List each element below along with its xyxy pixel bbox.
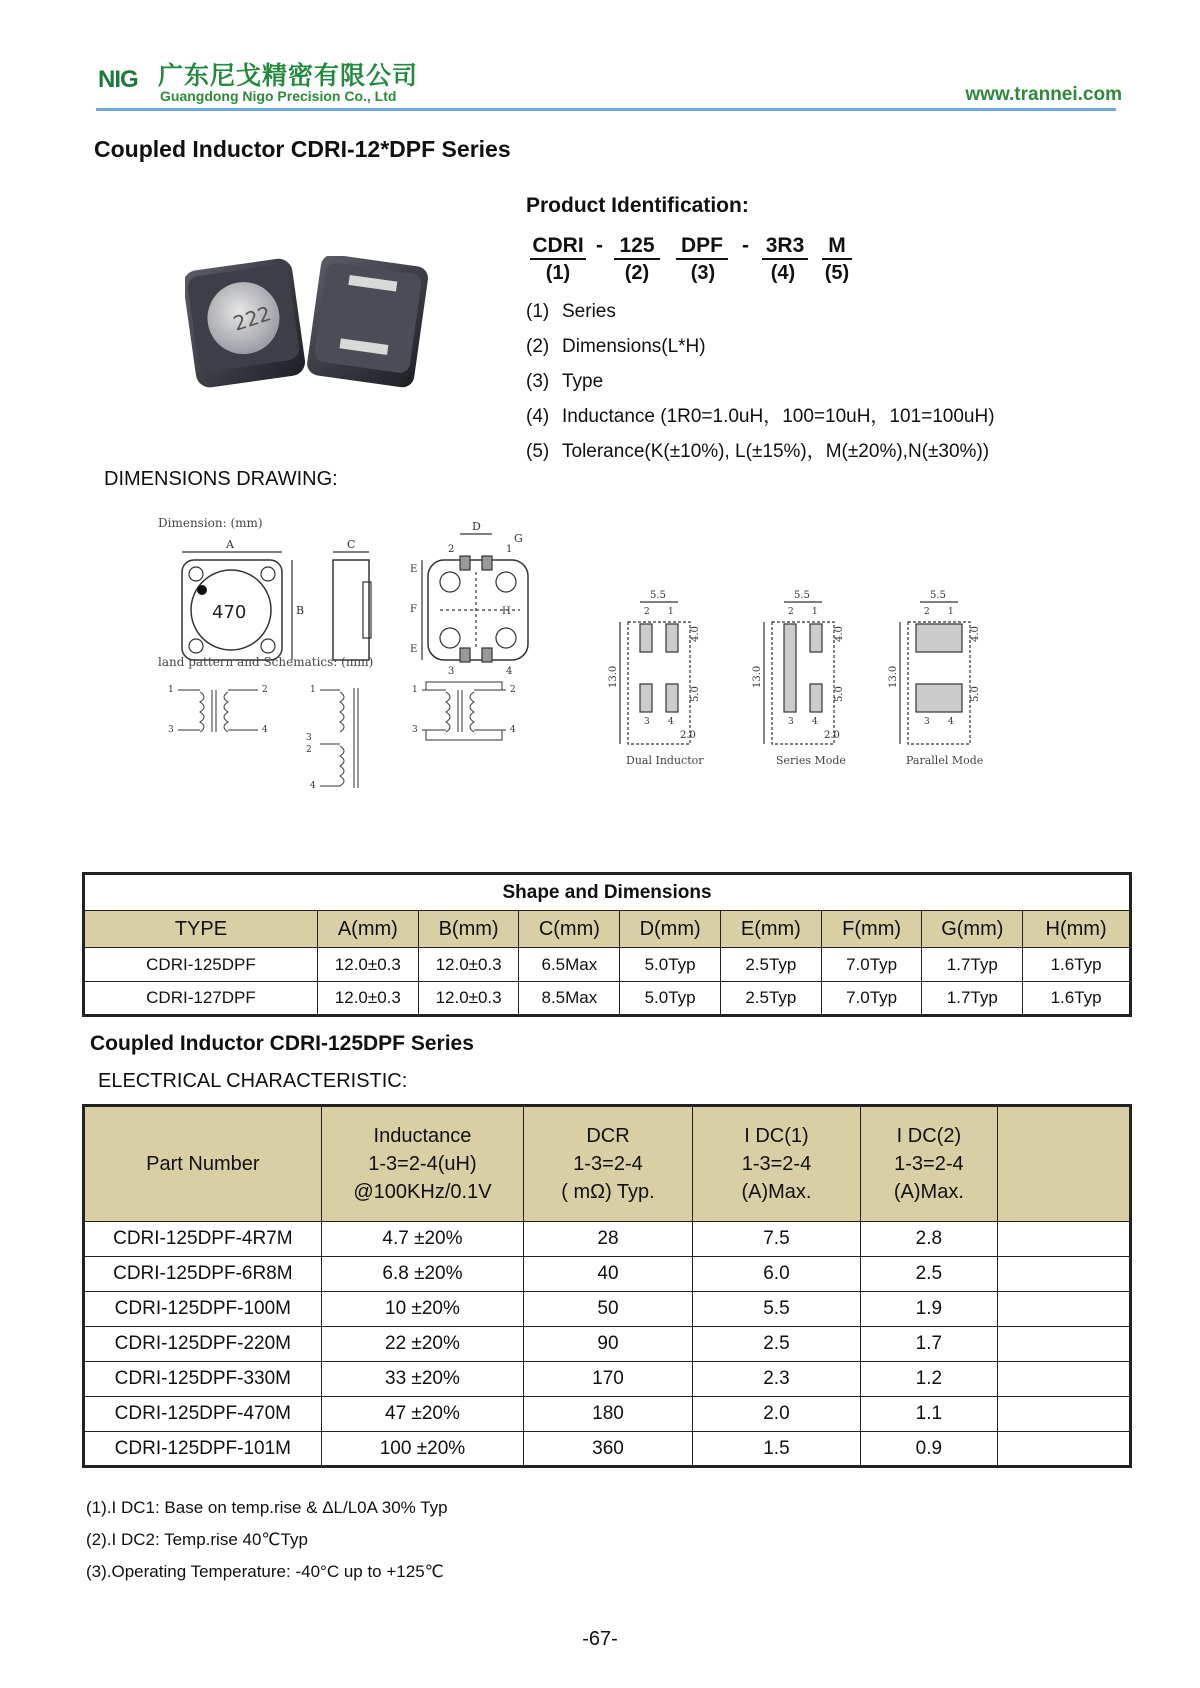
svg-text:1: 1 (668, 607, 674, 617)
top-view-marking: 470 (212, 602, 247, 623)
table-cell: 0.9 (861, 1432, 997, 1467)
code-tolerance: M (822, 234, 852, 260)
svg-text:4: 4 (310, 781, 316, 791)
list-item: (2) Dimensions(L*H) (526, 336, 706, 357)
schematic-series (306, 685, 358, 791)
list-item: (4) Inductance (1R0=1.0uH，100=10uH，101=100uH) (526, 406, 995, 427)
svg-text:2: 2 (788, 607, 794, 617)
table-cell: 1.5 (692, 1432, 860, 1467)
svg-text:1: 1 (310, 685, 316, 695)
table-row (84, 948, 1131, 982)
table-cell: CDRI-125DPF-100M (84, 1292, 322, 1327)
table-cell: 1.6Typ (1023, 982, 1131, 1016)
table-cell: 360 (524, 1432, 692, 1467)
table-cell: 50 (524, 1292, 692, 1327)
table-cell: 22 ±20% (321, 1327, 524, 1362)
code-series: CDRI (530, 234, 586, 260)
table-cell: 12.0±0.3 (317, 982, 418, 1016)
column-header: G(mm) (922, 911, 1023, 948)
page-title: Coupled Inductor CDRI-12*DPF Series (94, 136, 511, 162)
svg-text:A: A (226, 538, 234, 551)
table-cell: CDRI-125DPF-6R8M (84, 1257, 322, 1292)
table-cell: 7.5 (692, 1222, 860, 1257)
table-cell: 1.6Typ (1023, 948, 1131, 982)
code-index: (3) (690, 262, 716, 284)
column-header: C(mm) (519, 911, 620, 948)
code-dash: - (596, 234, 603, 257)
column-header: Inductance 1-3=2-4(uH) @100KHz/0.1V (321, 1106, 524, 1222)
table-cell: 12.0±0.3 (317, 948, 418, 982)
svg-text:E: E (410, 564, 418, 575)
list-item: (3) Type (526, 371, 604, 392)
svg-text:G: G (514, 532, 523, 545)
svg-text:B: B (296, 604, 305, 617)
table-cell: 1.2 (861, 1362, 997, 1397)
table-cell: 5.0Typ (620, 948, 721, 982)
svg-text:2.0: 2.0 (824, 730, 840, 741)
svg-text:D: D (472, 520, 481, 533)
table-cell: 180 (524, 1397, 692, 1432)
note-item: (3).Operating Temperature: -40°C up to +125℃ (86, 1562, 444, 1581)
table-cell: CDRI-125DPF (84, 948, 318, 982)
table-cell: 47 ±20% (321, 1397, 524, 1432)
table-cell: CDRI-125DPF-220M (84, 1327, 322, 1362)
svg-text:3: 3 (306, 733, 312, 743)
table-cell: 2.0 (692, 1397, 860, 1432)
dimensions-heading: DIMENSIONS DRAWING: (104, 468, 338, 490)
logo-mark: NIG (98, 66, 138, 93)
svg-text:1: 1 (168, 685, 174, 695)
website-link[interactable]: www.trannei.com (965, 84, 1122, 105)
svg-text:5.5: 5.5 (930, 590, 946, 601)
table-cell: 1.7Typ (922, 982, 1023, 1016)
list-item: (5) Tolerance(K(±10%), L(±15%)，M(±20%),N(±30%)) (526, 441, 990, 462)
svg-text:5.5: 5.5 (794, 590, 810, 601)
table-cell (997, 1327, 1130, 1362)
table-row (84, 1432, 1131, 1467)
column-header: B(mm) (418, 911, 519, 948)
table-cell: CDRI-125DPF-330M (84, 1362, 322, 1397)
svg-text:1: 1 (412, 685, 418, 695)
land-pattern-caption: land pattern and Schematics: (mm) (158, 655, 374, 669)
series-title: Coupled Inductor CDRI-125DPF Series (90, 1032, 474, 1055)
table-row (84, 982, 1131, 1016)
code-index: (4) (770, 262, 796, 284)
column-header: E(mm) (720, 911, 821, 948)
table-cell: 1.1 (861, 1397, 997, 1432)
svg-text:13.0: 13.0 (888, 665, 899, 688)
table-cell: 4.7 ±20% (321, 1222, 524, 1257)
table-row (84, 1362, 1131, 1397)
table-cell: 2.5Typ (720, 982, 821, 1016)
table-cell: 7.0Typ (821, 948, 922, 982)
column-header: D(mm) (620, 911, 721, 948)
svg-text:13.0: 13.0 (608, 665, 619, 688)
svg-text:F: F (410, 604, 417, 615)
table-cell: 5.0Typ (620, 982, 721, 1016)
svg-text:5.0: 5.0 (834, 686, 845, 702)
land-pattern-dual (608, 590, 704, 767)
table-cell: 170 (524, 1362, 692, 1397)
table-cell (997, 1292, 1130, 1327)
svg-text:2: 2 (262, 685, 268, 695)
svg-text:C: C (347, 538, 356, 551)
table-row (84, 1222, 1131, 1257)
svg-text:4: 4 (506, 666, 513, 677)
table-cell: 7.0Typ (821, 982, 922, 1016)
table-cell (997, 1432, 1130, 1467)
shape-dimensions-table (82, 872, 1132, 1017)
svg-text:13.0: 13.0 (752, 665, 763, 688)
page-number: -67- (582, 1628, 618, 1650)
top-view (182, 538, 304, 660)
table-cell: 8.5Max (519, 982, 620, 1016)
table-cell: 40 (524, 1257, 692, 1292)
svg-text:E: E (410, 644, 418, 655)
mode-label-dual: Dual Inductor (626, 754, 704, 767)
table-cell: 5.5 (692, 1292, 860, 1327)
svg-text:4: 4 (668, 717, 674, 727)
svg-text:3: 3 (644, 717, 650, 727)
table-row (84, 1257, 1131, 1292)
table-cell: 2.8 (861, 1222, 997, 1257)
code-dash: - (742, 234, 749, 257)
column-header: DCR 1-3=2-4 ( mΩ) Typ. (524, 1106, 692, 1222)
table-cell: 10 ±20% (321, 1292, 524, 1327)
table-cell: CDRI-127DPF (84, 982, 318, 1016)
svg-text:2: 2 (924, 607, 930, 617)
table-cell (997, 1397, 1130, 1432)
svg-text:4.0: 4.0 (690, 626, 701, 642)
svg-text:5.5: 5.5 (650, 590, 666, 601)
svg-text:4.0: 4.0 (970, 626, 981, 642)
svg-text:4: 4 (948, 717, 954, 727)
column-header: H(mm) (1023, 911, 1131, 948)
svg-text:2: 2 (510, 685, 516, 695)
dimension-caption: Dimension: (mm) (158, 516, 263, 530)
table-cell: 1.7 (861, 1327, 997, 1362)
svg-text:5.0: 5.0 (690, 686, 701, 702)
table-cell: 6.0 (692, 1257, 860, 1292)
header-divider (96, 108, 1116, 111)
product-photo (185, 256, 435, 406)
table-cell: 12.0±0.3 (418, 948, 519, 982)
table-cell: 90 (524, 1327, 692, 1362)
table-cell (997, 1257, 1130, 1292)
table-cell: 2.3 (692, 1362, 860, 1397)
svg-text:1: 1 (506, 544, 513, 555)
column-header: Part Number (84, 1106, 322, 1222)
column-header: TYPE (84, 911, 318, 948)
code-index: (1) (545, 262, 571, 284)
table-cell: 33 ±20% (321, 1362, 524, 1397)
table-cell: 12.0±0.3 (418, 982, 519, 1016)
note-item: (1).I DC1: Base on temp.rise & ΔL/L0A 30% Typ (86, 1498, 448, 1517)
svg-text:5.0: 5.0 (970, 686, 981, 702)
table-cell: CDRI-125DPF-4R7M (84, 1222, 322, 1257)
table-cell: CDRI-125DPF-101M (84, 1432, 322, 1467)
code-index: (2) (624, 262, 650, 284)
table-header-row (84, 911, 1131, 948)
company-name-en: Guangdong Nigo Precision Co., Ltd (160, 88, 397, 104)
column-header: I DC(2) 1-3=2-4 (A)Max. (861, 1106, 997, 1222)
svg-text:3: 3 (448, 666, 455, 677)
code-inductance: 3R3 (762, 234, 808, 260)
table-cell: 1.9 (861, 1292, 997, 1327)
table-cell: 28 (524, 1222, 692, 1257)
table-row (84, 1327, 1131, 1362)
svg-text:2: 2 (644, 607, 650, 617)
table-cell: 6.8 ±20% (321, 1257, 524, 1292)
part-code-breakdown (530, 234, 910, 260)
product-identification-heading: Product Identification: (526, 194, 749, 217)
dimensions-drawing (150, 512, 1060, 868)
svg-text:1: 1 (948, 607, 954, 617)
table-cell (997, 1362, 1130, 1397)
identification-list (526, 298, 995, 473)
note-item: (2).I DC2: Temp.rise 40℃Typ (86, 1530, 308, 1549)
table-cell: 2.5 (861, 1257, 997, 1292)
svg-text:3: 3 (788, 717, 794, 727)
list-item: (1) Series (526, 301, 616, 322)
mode-label-series: Series Mode (776, 754, 846, 767)
code-type: DPF (676, 234, 728, 260)
schematic-parallel (412, 682, 516, 740)
mode-label-parallel: Parallel Mode (906, 754, 984, 767)
notes-list (86, 1494, 448, 1590)
column-header (997, 1106, 1130, 1222)
table-cell: CDRI-125DPF-470M (84, 1397, 322, 1432)
table-cell (997, 1222, 1130, 1257)
table-cell: 2.5Typ (720, 948, 821, 982)
svg-text:4: 4 (510, 725, 516, 735)
svg-text:1: 1 (812, 607, 818, 617)
table-row (84, 1292, 1131, 1327)
svg-text:3: 3 (924, 717, 930, 727)
column-header: I DC(1) 1-3=2-4 (A)Max. (692, 1106, 860, 1222)
bottom-view (410, 520, 528, 677)
table-cell: 6.5Max (519, 948, 620, 982)
land-pattern-parallel (888, 590, 983, 767)
side-view (333, 538, 371, 660)
table-header-row (84, 1106, 1131, 1222)
company-logo (98, 52, 458, 108)
table-cell: 2.5 (692, 1327, 860, 1362)
table-row (84, 1397, 1131, 1432)
svg-text:3: 3 (412, 725, 418, 735)
svg-text:2.0: 2.0 (680, 730, 696, 741)
column-header: F(mm) (821, 911, 922, 948)
schematic-dual (168, 685, 268, 735)
svg-text:3: 3 (168, 725, 174, 735)
code-index: (5) (824, 262, 850, 284)
photo-marking: 222 (230, 301, 274, 336)
svg-text:2: 2 (448, 544, 455, 555)
company-name-cn: 广东尼戈精密有限公司 (158, 61, 419, 90)
svg-text:4.0: 4.0 (834, 626, 845, 642)
table-cell: 1.7Typ (922, 948, 1023, 982)
column-header: A(mm) (317, 911, 418, 948)
land-pattern-series (752, 590, 846, 767)
electrical-heading: ELECTRICAL CHARACTERISTIC: (98, 1070, 408, 1092)
svg-text:2: 2 (306, 745, 312, 755)
svg-text:4: 4 (812, 717, 818, 727)
code-size: 125 (614, 234, 660, 260)
part-code-indices (530, 262, 910, 288)
svg-text:4: 4 (262, 725, 268, 735)
table-cell: 100 ±20% (321, 1432, 524, 1467)
electrical-table (82, 1104, 1132, 1468)
svg-text:H: H (502, 606, 511, 617)
table-caption: Shape and Dimensions (84, 874, 1131, 911)
